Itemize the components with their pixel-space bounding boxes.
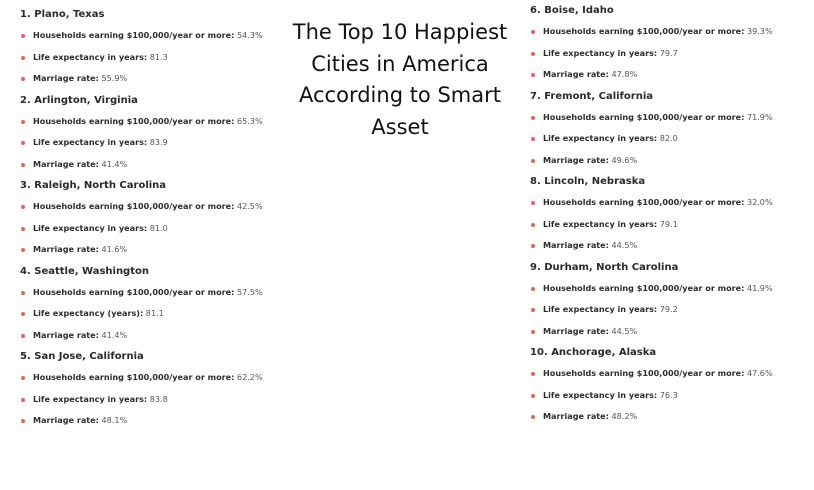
stat-label: Life expectancy in years: [33, 137, 148, 147]
stat-list-item [530, 299, 810, 321]
stat-label: Marriage rate: [33, 415, 99, 425]
stat-value: 41.9% [746, 282, 773, 293]
stat-label: Households earning $100,000/year or more: [543, 26, 745, 36]
stat-value: 81.0 [149, 222, 168, 233]
city-block [530, 0, 810, 86]
stat-label: Households earning $100,000/year or more: [33, 286, 235, 297]
stat-value: 71.9% [746, 111, 773, 122]
stat-label: Households earning $100,000/year or more: [543, 197, 745, 207]
stat-value: 65.3% [236, 115, 263, 126]
city-heading: 2. Arlington, Virginia [20, 94, 138, 106]
city-heading: 8. Lincoln, Nebraska [530, 176, 646, 187]
city-block [20, 261, 310, 347]
stat-list-item [20, 68, 310, 90]
city-block [530, 171, 810, 257]
stat-label: Marriage rate: [543, 411, 609, 421]
city-block [530, 342, 810, 428]
city-heading: 3. Raleigh, North Carolina [20, 180, 167, 191]
city-heading: 6. Boise, Idaho [530, 5, 614, 16]
city-block [20, 346, 310, 432]
stat-list-item [530, 128, 810, 150]
stat-value: 41.4% [101, 329, 128, 340]
city-heading: 4. Seattle, Washington [20, 265, 149, 277]
stat-value: 81.3 [149, 51, 168, 62]
stat-value: 79.7 [659, 47, 678, 58]
stat-label: Marriage rate: [543, 240, 609, 250]
stat-label: Marriage rate: [543, 325, 609, 336]
stat-list-item [20, 367, 310, 389]
stat-label: Households earning $100,000/year or more: [543, 111, 745, 122]
stat-list-item [530, 107, 810, 129]
stat-label: Life expectancy in years: [33, 393, 148, 404]
stat-list-item [530, 192, 810, 214]
stat-value: 62.2% [236, 372, 263, 382]
stat-value: 32.0% [746, 197, 773, 207]
stat-label: Life expectancy in years: [543, 47, 658, 58]
stat-value: 76.3 [659, 389, 678, 400]
stat-label: Life expectancy (years): [33, 308, 144, 318]
city-block [20, 90, 310, 176]
stat-value: 83.8 [149, 393, 168, 404]
stat-value: 57.5% [236, 286, 263, 297]
stat-label: Households earning $100,000/year or more: [33, 30, 235, 40]
stat-value: 44.5% [611, 325, 638, 336]
stat-value: 49.6% [611, 154, 638, 165]
city-block [530, 86, 810, 172]
stat-list-item [20, 218, 310, 240]
stat-value: 82.0 [659, 133, 678, 143]
city-list-right [530, 0, 810, 428]
stat-value: 41.4% [101, 158, 128, 169]
stat-value: 44.5% [611, 240, 638, 250]
stat-list-item [530, 278, 810, 300]
stat-label: Marriage rate: [33, 73, 99, 83]
stat-value: 47.8% [611, 69, 638, 79]
stat-value: 81.1 [145, 308, 164, 318]
stat-value: 42.5% [236, 201, 263, 211]
city-heading: 9. Durham, North Carolina [530, 261, 679, 273]
stat-label: Life expectancy in years: [543, 389, 658, 400]
stat-label: Life expectancy in years: [33, 222, 148, 233]
stat-value: 48.2% [611, 411, 638, 421]
stat-list-item [20, 132, 310, 154]
stat-list-item [20, 239, 310, 261]
stat-list-item [20, 25, 310, 47]
stat-value: 48.1% [101, 415, 128, 425]
stat-value: 54.3% [236, 30, 263, 40]
stat-label: Households earning $100,000/year or more: [33, 201, 235, 211]
stat-list-item [20, 196, 310, 218]
stat-list-item [530, 64, 810, 86]
stat-label: Marriage rate: [33, 244, 99, 254]
stat-label: Marriage rate: [543, 154, 609, 165]
stat-label: Households earning $100,000/year or more: [33, 372, 235, 382]
stat-value: 83.9 [149, 137, 168, 147]
stat-list-item [20, 282, 310, 304]
stat-value: 79.1 [659, 218, 678, 229]
stat-label: Marriage rate: [33, 329, 99, 340]
stat-value: 55.9% [101, 73, 128, 83]
city-heading: 7. Fremont, California [530, 90, 654, 102]
stat-list-item [530, 235, 810, 257]
stat-list-item [530, 385, 810, 407]
stat-list-item [20, 47, 310, 69]
stat-list-item [20, 111, 310, 133]
stat-list-item [20, 154, 310, 176]
stat-label: Households earning $100,000/year or more: [543, 368, 745, 378]
stat-list-item [20, 410, 310, 432]
stat-value: 39.3% [746, 26, 773, 36]
stat-label: Marriage rate: [543, 69, 609, 79]
stat-value: 47.6% [746, 368, 773, 378]
stat-label: Marriage rate: [33, 158, 99, 169]
stat-value: 79.2 [659, 304, 678, 314]
stat-list-item [530, 406, 810, 428]
stat-label: Life expectancy in years: [543, 133, 658, 143]
city-block [20, 175, 310, 261]
stat-list-item [20, 325, 310, 347]
city-block [20, 4, 310, 90]
stat-list-item [530, 43, 810, 65]
stat-list-item [530, 21, 810, 43]
stat-label: Life expectancy in years: [33, 51, 148, 62]
stat-label: Households earning $100,000/year or more: [33, 115, 235, 126]
stat-label: Households earning $100,000/year or more: [543, 282, 745, 293]
city-block [530, 257, 810, 343]
stat-label: Life expectancy in years: [543, 304, 658, 314]
stat-list-item [20, 389, 310, 411]
stat-list-item [530, 321, 810, 343]
city-list-left [20, 4, 310, 432]
city-heading: 5. San Jose, California [20, 351, 144, 362]
stat-list-item [530, 363, 810, 385]
stat-label: Life expectancy in years: [543, 218, 658, 229]
stat-value: 41.6% [101, 244, 128, 254]
stat-list-item [20, 303, 310, 325]
page-title: The Top 10 Happiest Cities in America According to Smart Asset [292, 20, 508, 139]
city-heading: 1. Plano, Texas [20, 9, 105, 20]
stat-list-item [530, 150, 810, 172]
stat-list-item [530, 214, 810, 236]
city-heading: 10. Anchorage, Alaska [530, 347, 657, 358]
